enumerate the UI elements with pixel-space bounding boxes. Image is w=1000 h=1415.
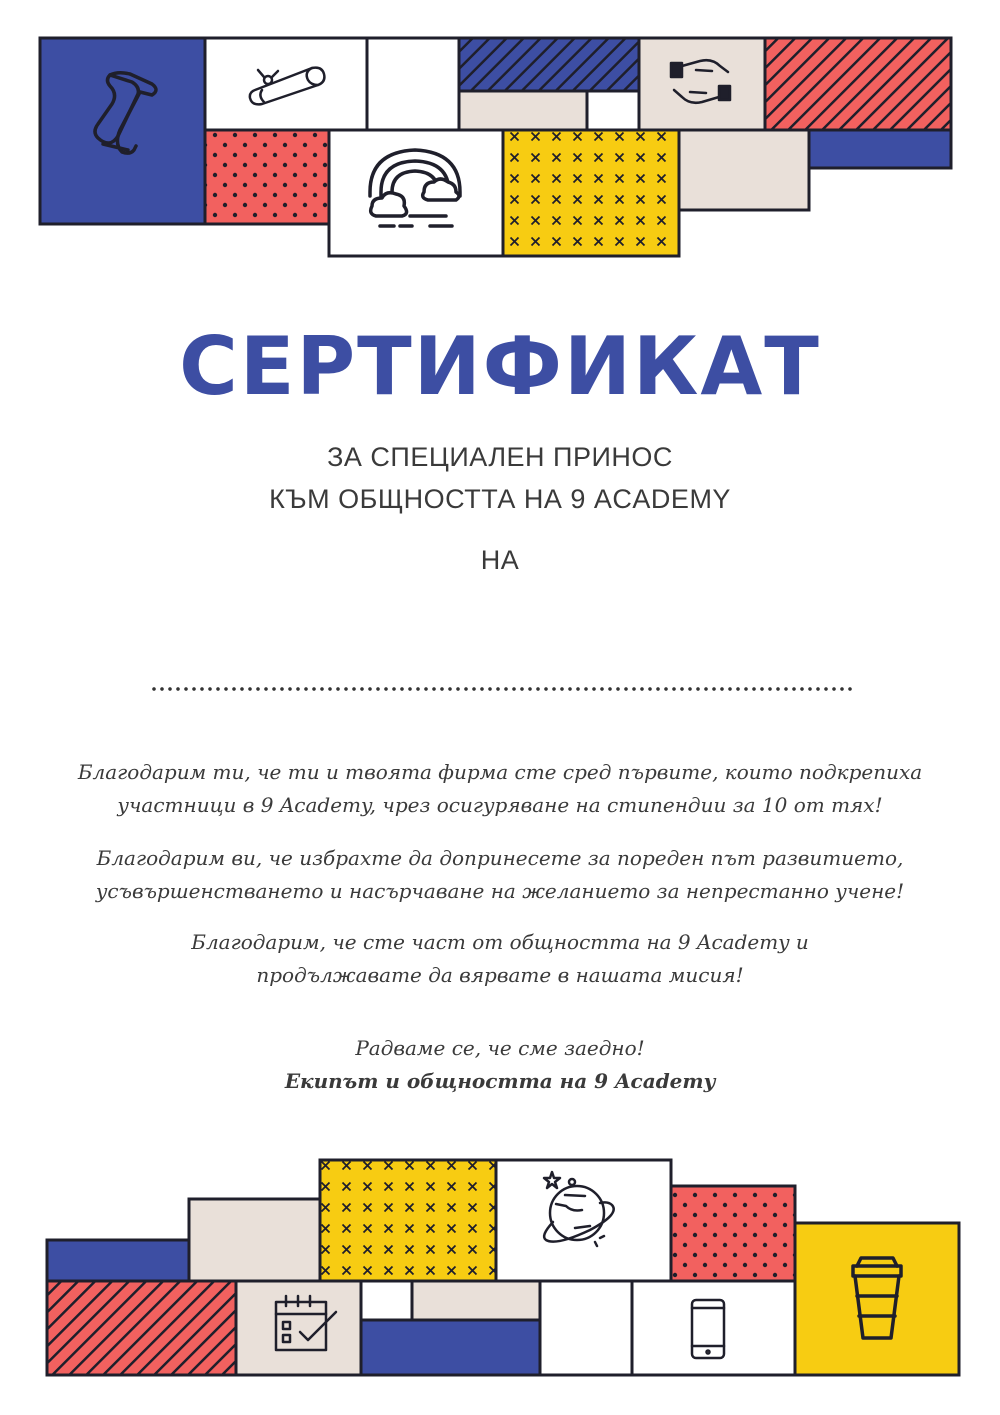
white-block — [205, 38, 367, 130]
blue-striped-block — [459, 38, 639, 91]
thanks-paragraph-3 — [40, 926, 960, 992]
subtitle-line-2: КЪМ ОБЩНОСТТА НА 9 ACADEMY — [269, 484, 731, 514]
thanks-paragraph-1-line-1: Благодарим ти, че ти и твоята фирма сте сред първите, които подкрепиха — [77, 760, 923, 784]
white-block — [540, 1281, 632, 1375]
beige-block — [412, 1281, 540, 1320]
signature: Екипът и общността на 9 Academy — [284, 1069, 716, 1093]
blue-block — [809, 130, 951, 168]
closing-block — [40, 1032, 960, 1098]
bottom-decoration — [0, 1150, 1000, 1390]
blue-block — [40, 38, 205, 224]
thanks-paragraph-2 — [40, 842, 960, 908]
thanks-paragraph-3-line-2: продължавате да вярвате в нашата мисия! — [256, 963, 744, 987]
subtitle-line-1: ЗА СПЕЦИАЛЕН ПРИНОС — [327, 442, 673, 472]
thanks-paragraph-3-line-1: Благодарим, че сте част от общността на 9 Academy и — [191, 930, 809, 954]
red-striped-block — [765, 38, 951, 130]
beige-block — [189, 1199, 320, 1281]
to-label: НА — [480, 545, 520, 575]
blue-block — [361, 1320, 540, 1375]
beige-block — [459, 91, 587, 130]
thanks-paragraph-2-line-2: усъвършенстването и насърчаване на желанието за непрестанно учене! — [95, 879, 905, 903]
beige-block — [679, 130, 809, 210]
closing-line: Радваме се, че сме заедно! — [355, 1036, 645, 1060]
recipient-name-line — [150, 686, 853, 692]
yellow-cross-block — [320, 1160, 496, 1281]
white-block — [367, 38, 459, 130]
red-dotted-block — [205, 130, 329, 224]
red-dotted-block — [671, 1186, 795, 1281]
red-striped-block — [47, 1281, 236, 1375]
yellow-block — [795, 1223, 959, 1375]
beige-block — [639, 38, 765, 130]
white-block — [361, 1281, 412, 1320]
thanks-paragraph-2-line-1: Благодарим ви, че избрахте да допринесете за пореден път развитието, — [96, 846, 904, 870]
blue-block — [47, 1240, 189, 1281]
certificate-title: СЕРТИФИКАТ — [179, 320, 821, 413]
white-block — [587, 91, 639, 130]
white-block — [632, 1281, 795, 1375]
yellow-cross-block — [503, 130, 679, 256]
thanks-paragraph-1-line-2: участници в 9 Academy, чрез осигуряване на стипендии за 10 от тях! — [117, 793, 883, 817]
thanks-paragraph-1 — [40, 756, 960, 822]
top-decoration — [0, 0, 1000, 262]
